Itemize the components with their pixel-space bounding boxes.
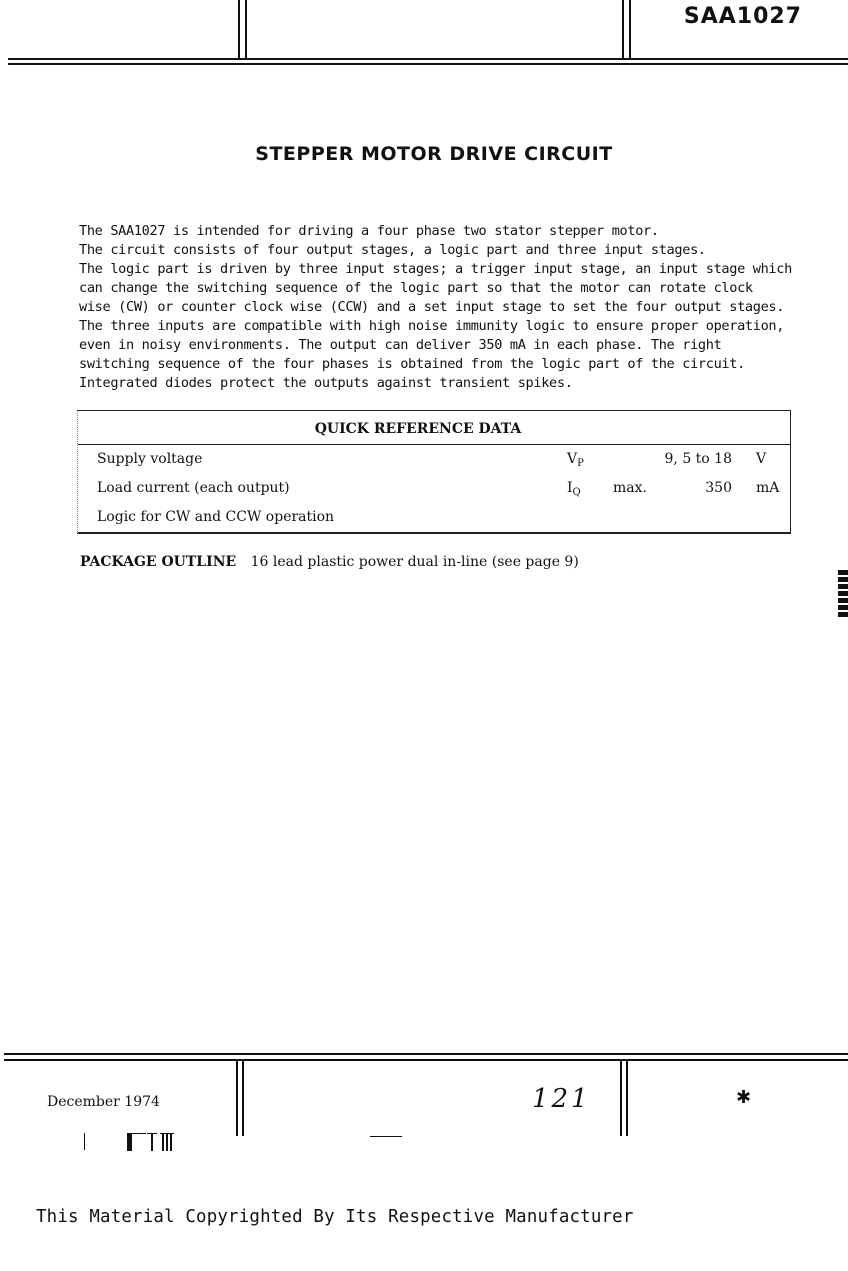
unit-cell: V	[756, 451, 767, 467]
footer-divider	[242, 1061, 244, 1136]
parameter-cell: Logic for CW and CCW operation	[97, 509, 335, 525]
parameter-cell: Supply voltage	[97, 451, 203, 467]
barcode-bar	[151, 1133, 153, 1151]
unit-cell: mA	[756, 480, 780, 496]
footer-divider	[620, 1061, 622, 1136]
footer-rule	[4, 1059, 848, 1061]
barcode-bar	[162, 1133, 164, 1151]
header-divider	[238, 0, 240, 58]
intro-line: The logic part is driven by three input stages; a trigger input stage, an input stage which	[79, 261, 792, 277]
intro-line: The circuit consists of four output stages, a logic part and three input stages.	[79, 242, 706, 258]
intro-line: even in noisy environments. The output can deliver 350 mA in each phase. The right	[79, 337, 722, 353]
package-outline	[80, 554, 579, 570]
intro-line: switching sequence of the four phases is obtained from the logic part of the circuit.	[79, 356, 745, 372]
header-rule	[8, 58, 848, 60]
barcode-bar	[132, 1133, 146, 1134]
index-mark	[838, 584, 848, 589]
footer-rule	[4, 1053, 848, 1055]
quick-reference-title: QUICK REFERENCE DATA	[314, 421, 522, 437]
document-title: STEPPER MOTOR DRIVE CIRCUIT	[255, 143, 613, 165]
header-divider	[622, 0, 624, 58]
intro-line: The three inputs are compatible with high noise immunity logic to ensure proper operation,	[79, 318, 785, 334]
page-mark: 121	[532, 1084, 591, 1114]
value-cell: 350	[705, 480, 732, 496]
value-cell: 9, 5 to 18	[664, 451, 732, 467]
symbol-subscript: Q	[572, 487, 581, 498]
symbol-text: V	[567, 451, 578, 467]
intro-paragraph	[79, 222, 809, 393]
table-divider	[78, 444, 790, 445]
table-row	[78, 509, 790, 533]
package-outline-label: PACKAGE OUTLINE	[80, 554, 237, 570]
barcode-bar	[170, 1133, 172, 1151]
index-mark	[838, 591, 848, 596]
footer-divider	[626, 1061, 628, 1136]
package-outline-text: 16 lead plastic power dual in-line (see page 9)	[250, 554, 579, 570]
intro-line: wise (CW) or counter clock wise (CCW) and a set input stage to set the four output stages.	[79, 299, 785, 315]
index-mark	[838, 612, 848, 617]
index-mark	[838, 598, 848, 603]
index-mark	[838, 570, 848, 575]
part-number: SAA1027	[683, 4, 802, 29]
parameter-cell: Load current (each output)	[97, 480, 290, 496]
symbol-cell	[567, 451, 584, 469]
header-divider	[629, 0, 631, 58]
intro-line: Integrated diodes protect the outputs against transient spikes.	[79, 375, 573, 391]
index-mark	[838, 577, 848, 582]
index-mark	[838, 605, 848, 610]
footer-divider	[236, 1061, 238, 1136]
header-divider	[245, 0, 247, 58]
barcode-bar	[84, 1133, 85, 1150]
limit-cell: max.	[613, 480, 647, 496]
table-row	[78, 480, 790, 504]
footer-dash	[370, 1136, 402, 1137]
intro-line: can change the switching sequence of the logic part so that the motor can rotate clock	[79, 280, 753, 296]
barcode-bar	[127, 1133, 132, 1151]
star-mark: ✱	[736, 1087, 752, 1108]
copyright-notice: This Material Copyrighted By Its Respective Manufacturer	[36, 1207, 634, 1227]
symbol-cell	[567, 480, 581, 498]
table-row	[78, 451, 790, 475]
publication-date: December 1974	[47, 1094, 160, 1110]
header-rule	[8, 63, 848, 65]
edge-index-marks	[838, 570, 848, 619]
symbol-subscript: P	[577, 458, 584, 469]
quick-reference-table	[77, 410, 791, 534]
intro-line: The SAA1027 is intended for driving a four phase two stator stepper motor.	[79, 223, 659, 239]
barcode-bar	[166, 1133, 168, 1151]
symbol-text: I	[567, 480, 573, 496]
